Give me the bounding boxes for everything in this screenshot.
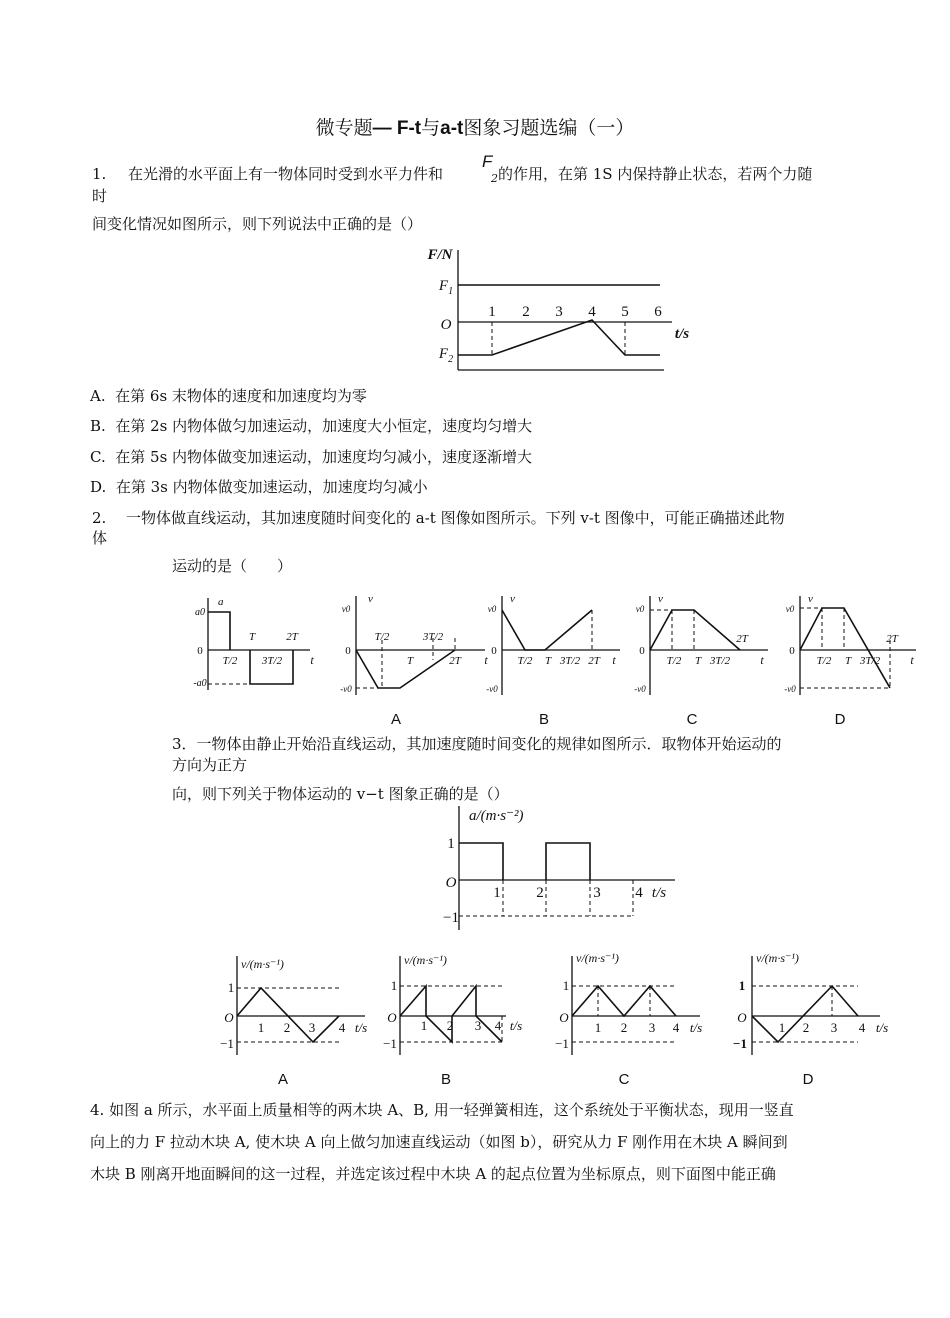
svg-text:1: 1 (447, 836, 455, 852)
svg-text:v0: v0 (635, 604, 645, 614)
q3-at-ylabel: a/(m·s⁻²) (469, 808, 524, 824)
svg-text:1: 1 (257, 1020, 265, 1035)
q1-line2: 间变化情况如图所示，则下列说法中正确的是（） (92, 215, 423, 233)
svg-text:T: T (694, 655, 702, 667)
svg-text:3: 3 (648, 1020, 656, 1035)
q2-choice-c-label: C (686, 711, 698, 728)
svg-text:3T/2: 3T/2 (859, 655, 881, 667)
svg-text:2: 2 (536, 885, 544, 901)
svg-text:T: T (406, 655, 414, 667)
q1-tick-6: 6 (654, 304, 662, 320)
svg-text:-v0: -v0 (634, 684, 646, 694)
svg-text:4: 4 (494, 1018, 502, 1033)
q2-choice-b-label: B (538, 711, 550, 728)
q1-f2-sub: 2 (491, 172, 498, 185)
svg-text:v/(m·s⁻¹): v/(m·s⁻¹) (241, 957, 284, 971)
svg-text:−1: −1 (555, 1036, 569, 1051)
q2-at-xlabel: t (310, 653, 314, 667)
q1-tick-2: 2 (522, 304, 530, 320)
svg-text:O: O (737, 1010, 747, 1025)
svg-text:-v0: -v0 (784, 684, 796, 694)
svg-text:0: 0 (491, 645, 497, 657)
svg-text:t/s: t/s (689, 1020, 703, 1035)
svg-text:O: O (224, 1010, 234, 1025)
q2-at-bottom: -a0 (193, 678, 207, 689)
svg-text:4: 4 (672, 1020, 680, 1035)
svg-text:3: 3 (830, 1020, 838, 1035)
svg-text:2: 2 (446, 1018, 454, 1033)
svg-text:3T/2: 3T/2 (709, 655, 731, 667)
svg-text:t: t (612, 653, 616, 667)
svg-text:−1: −1 (220, 1036, 234, 1051)
svg-text:t: t (760, 653, 764, 667)
q2-choice-a-label: A (390, 711, 402, 728)
svg-text:1: 1 (594, 1020, 602, 1035)
svg-text:v0: v0 (487, 604, 497, 614)
svg-text:2T: 2T (736, 633, 748, 645)
q4-line1: 4. 如图 a 所示，水平面上质量相等的两木块 A、B, 用一轻弹簧相连，这个系统处于平衡状态，现用一竖直 (90, 1101, 794, 1119)
q3-vt-graph-d (728, 950, 893, 1090)
svg-text:3: 3 (593, 885, 601, 901)
q3-choice-d-label: D (802, 1071, 814, 1088)
q1-number: 1. (92, 165, 107, 183)
svg-text:0: 0 (345, 645, 351, 657)
svg-text:v: v (510, 593, 515, 605)
q1-tick-5: 5 (621, 304, 629, 320)
q2-line1b: 体 (92, 529, 108, 547)
svg-text:t/s: t/s (875, 1020, 889, 1035)
svg-text:T/2: T/2 (816, 655, 832, 667)
svg-text:2T: 2T (886, 633, 898, 645)
svg-text:v/(m·s⁻¹): v/(m·s⁻¹) (756, 951, 799, 965)
q1-f2-label: $F_2$ (438, 346, 454, 365)
q2-at-ylabel: a (218, 596, 224, 608)
svg-text:v0: v0 (341, 604, 351, 614)
svg-text:4: 4 (635, 885, 643, 901)
svg-text:T: T (544, 655, 552, 667)
q1-ft-graph (410, 240, 700, 375)
q1-option-c[interactable]: C. 在第 5s 内物体做变加速运动，加速度均匀减小，速度逐渐增大 (90, 448, 533, 466)
svg-text:4: 4 (338, 1020, 346, 1035)
svg-text:−1: −1 (733, 1036, 747, 1051)
svg-text:t/s: t/s (651, 885, 667, 901)
q2-at-top: a0 (195, 607, 205, 618)
svg-text:2T: 2T (449, 655, 461, 667)
svg-text:O: O (445, 875, 457, 891)
q2-at-graph (188, 590, 318, 695)
q1-tick-1: 1 (488, 304, 496, 320)
title-at: a-t (440, 118, 464, 139)
q1-option-a[interactable]: A. 在第 6s 末物体的速度和加速度均为零 (90, 387, 367, 405)
q1-line1: 在光滑的水平面上有一物体同时受到水平力件和 (128, 165, 444, 183)
q3-at-graph (425, 800, 685, 935)
title-suffix: 图象习题选编（一） (463, 117, 635, 139)
q3-choice-a-label: A (277, 1071, 289, 1088)
svg-text:1: 1 (738, 978, 746, 993)
svg-text:v/(m·s⁻¹): v/(m·s⁻¹) (576, 951, 619, 965)
svg-text:v/(m·s⁻¹): v/(m·s⁻¹) (404, 953, 447, 967)
svg-text:T/2: T/2 (517, 655, 533, 667)
q2-at-t1: T/2 (222, 655, 238, 667)
q2-vt-graph-a (330, 590, 490, 730)
q2-choice-d-label: D (834, 711, 846, 728)
q2-at-t3: 3T/2 (261, 655, 283, 667)
svg-text:0: 0 (789, 645, 795, 657)
svg-text:O: O (559, 1010, 569, 1025)
q1-option-d[interactable]: D. 在第 3s 内物体做变加速运动，加速度均匀减小 (90, 478, 428, 496)
svg-text:−1: −1 (443, 910, 459, 926)
svg-text:T/2: T/2 (374, 631, 390, 643)
svg-text:2: 2 (620, 1020, 628, 1035)
svg-text:-v0: -v0 (486, 684, 498, 694)
svg-text:0: 0 (639, 645, 645, 657)
q1-f1-label: $F_1$ (438, 278, 454, 297)
q2-number: 2. (92, 509, 107, 527)
q3-vt-graph-b (378, 950, 538, 1090)
title-mid: 与 (421, 117, 441, 139)
svg-text:O: O (387, 1010, 397, 1025)
svg-text:t: t (484, 653, 488, 667)
svg-text:T: T (844, 655, 852, 667)
svg-text:v: v (658, 593, 663, 605)
q1-tick-4: 4 (588, 304, 596, 320)
q1-line1b: 的作用，在第 1S 内保持静止状态，若两个力随 (498, 165, 813, 183)
q2-at-t4: 2T (286, 631, 298, 643)
q1-f2-symbol: F (482, 152, 493, 171)
svg-text:1: 1 (562, 978, 570, 993)
svg-text:3T/2: 3T/2 (422, 631, 444, 643)
svg-text:v0: v0 (785, 604, 795, 614)
svg-text:t: t (910, 653, 914, 667)
svg-text:3: 3 (308, 1020, 316, 1035)
page-title (0, 113, 950, 140)
svg-text:T/2: T/2 (666, 655, 682, 667)
svg-text:1: 1 (420, 1018, 428, 1033)
q4-line2: 向上的力 F 拉动木块 A, 使木块 A 向上做匀加速直线运动（如图 b），研究从力 F 刚作用在木块 A 瞬间到 (90, 1133, 788, 1151)
svg-text:-v0: -v0 (340, 684, 352, 694)
svg-text:3: 3 (474, 1018, 482, 1033)
svg-text:−1: −1 (383, 1036, 397, 1051)
q2-line1: 一物体做直线运动，其加速度随时间变化的 a-t 图像如图所示。下列 v-t 图像中，可能正确描述此物 (126, 509, 785, 527)
svg-text:3T/2: 3T/2 (559, 655, 581, 667)
svg-text:2: 2 (802, 1020, 810, 1035)
q1-tick-3: 3 (555, 304, 563, 320)
q2-at-t2: T (248, 631, 256, 643)
svg-text:4: 4 (858, 1020, 866, 1035)
q2-at-origin: 0 (197, 645, 203, 657)
q3-line1b: 方向为正方 (172, 756, 248, 774)
q3-vt-graph-a (215, 950, 375, 1090)
q2-line2: 运动的是（ ） (172, 557, 293, 575)
svg-text:2: 2 (283, 1020, 291, 1035)
q2-vt-graph-b (480, 590, 630, 730)
q2-vt-graph-d (778, 590, 923, 730)
q1-option-b[interactable]: B. 在第 2s 内物体做匀加速运动，加速度大小恒定，速度均匀增大 (90, 417, 533, 435)
q3-choice-b-label: B (440, 1071, 452, 1088)
q4-line3: 木块 B 刚离开地面瞬间的这一过程，并选定该过程中木块 A 的起点位置为坐标原点，则下面图中能正确 (90, 1165, 776, 1183)
title-prefix: 微专题 (315, 117, 373, 139)
svg-text:1: 1 (227, 980, 235, 995)
q3-line1: 3．一物体由静止开始沿直线运动，其加速度随时间变化的规律如图所示．取物体开始运动的 (172, 735, 782, 753)
svg-text:1: 1 (390, 978, 398, 993)
q1-xlabel: t/s (674, 326, 690, 342)
svg-text:v: v (368, 593, 373, 605)
q3-line2: 向，则下列关于物体运动的 v−t 图象正确的是（） (172, 785, 509, 803)
q1-ylabel: F/N (427, 247, 453, 263)
title-ft: — F-t (372, 118, 422, 139)
svg-text:1: 1 (778, 1020, 786, 1035)
q3-vt-graph-c (548, 950, 708, 1090)
q1-f2-line (458, 320, 660, 355)
q3-choice-c-label: C (618, 1071, 630, 1088)
svg-text:v: v (808, 593, 813, 605)
q1-origin-label: O (440, 317, 452, 333)
svg-text:t/s: t/s (354, 1020, 368, 1035)
q1-line1c: 时 (92, 187, 108, 205)
svg-text:1: 1 (493, 885, 501, 901)
q2-vt-graph-c (628, 590, 773, 730)
svg-text:t/s: t/s (509, 1018, 523, 1033)
svg-text:2T: 2T (588, 655, 600, 667)
